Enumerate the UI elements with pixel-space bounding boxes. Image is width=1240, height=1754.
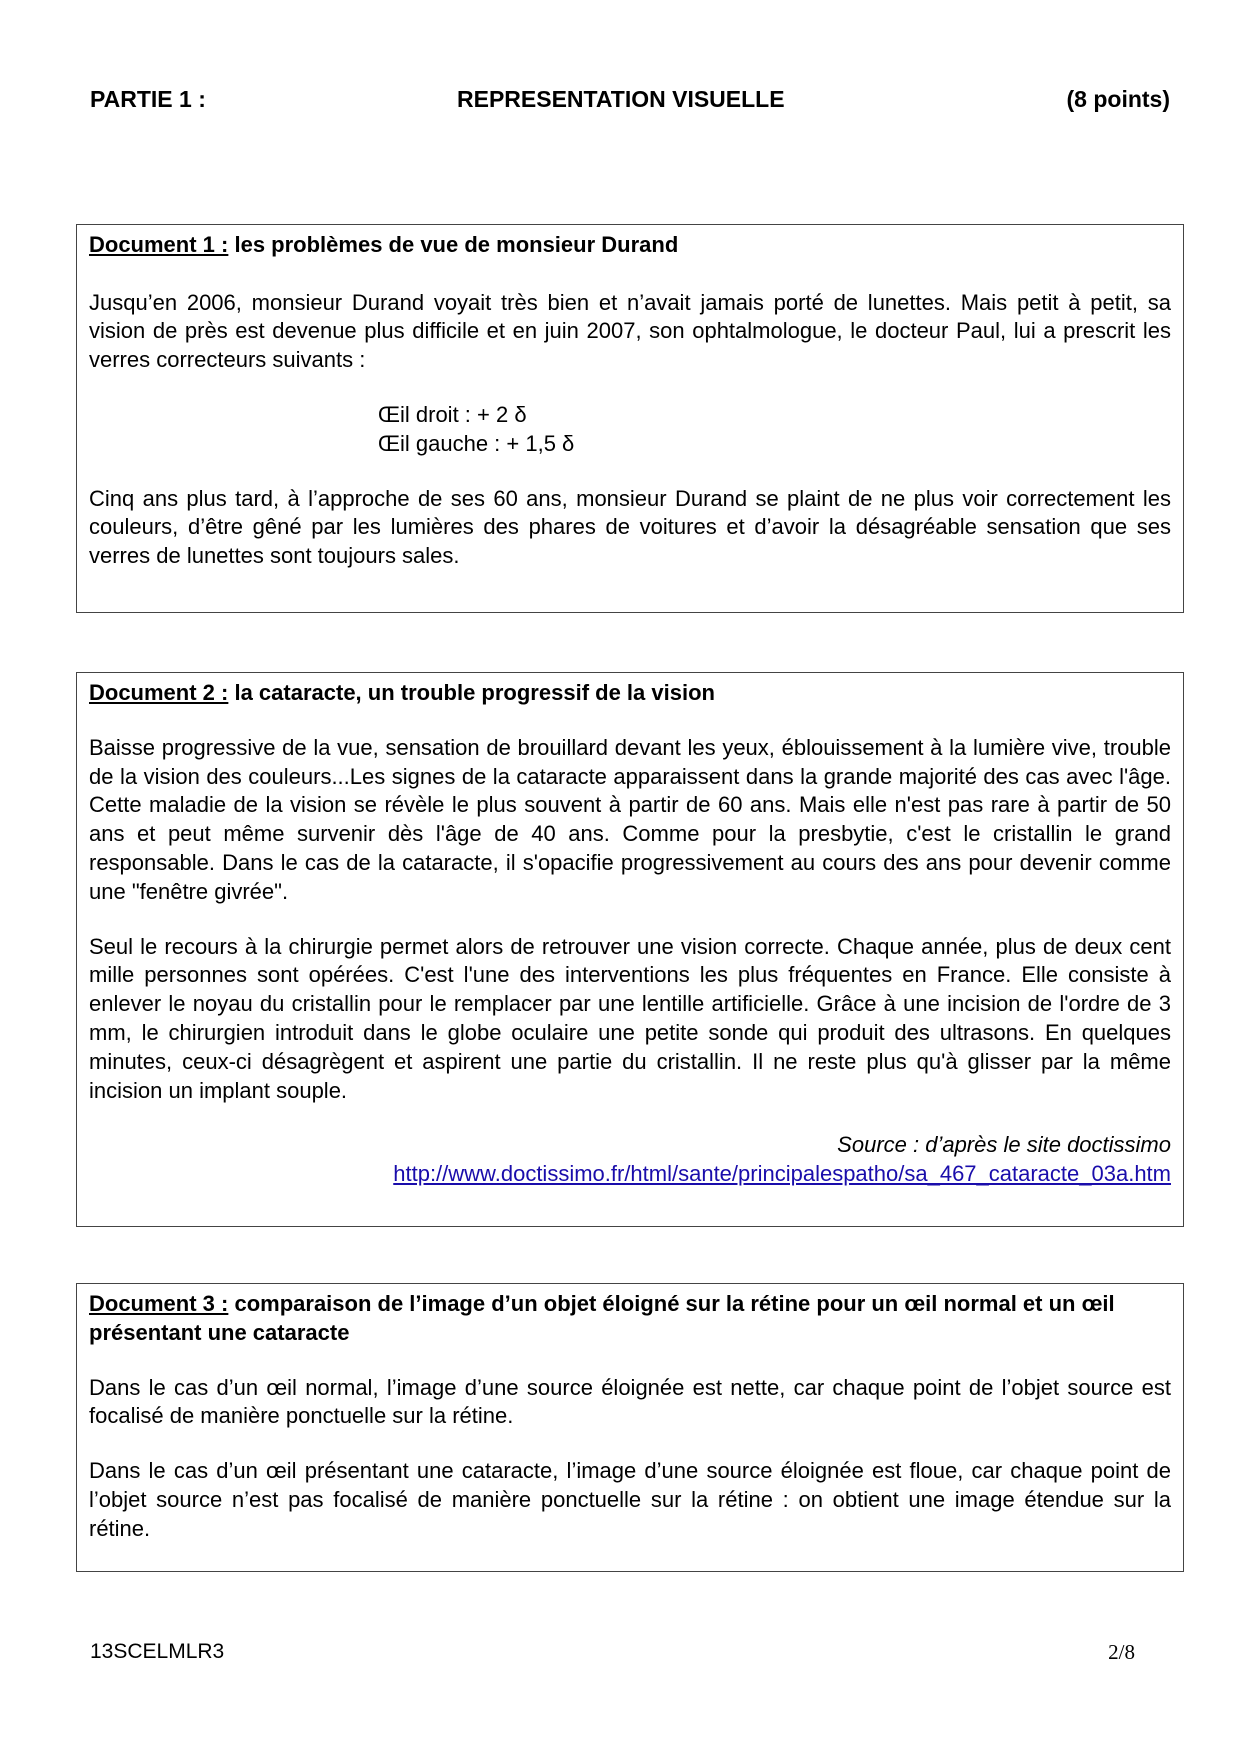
- document-2-box: [76, 672, 1184, 1227]
- part-points: (8 points): [1066, 86, 1170, 112]
- document-1-title: [89, 231, 1171, 260]
- source-link[interactable]: http://www.doctissimo.fr/html/sante/principalespatho/sa_467_cataracte_03a.htm: [393, 1161, 1171, 1187]
- page-header: [90, 86, 1170, 116]
- part-title: REPRESENTATION VISUELLE: [457, 86, 785, 112]
- document-1-heading: les problèmes de vue de monsieur Durand: [228, 232, 679, 257]
- document-2-label: Document 2 :: [89, 680, 229, 705]
- document-1-paragraph-2: Cinq ans plus tard, à l’approche de ses 60 ans, monsieur Durand se plaint de ne plus voir correctement les couleurs, d’être gêné par les lumières des phares de voitures et d’avoir la désagréable sensation que ses verres de lunettes sont toujours sales.: [89, 485, 1171, 569]
- document-3-paragraph-2: Dans le cas d’un œil présentant une cataracte, l’image d’une source éloignée est floue, car chaque point de l’objet source n’est pas focalisé de manière ponctuelle sur la rétine : on obtient une image étendue sur la rétine.: [89, 1458, 1171, 1541]
- page-number: 2/8: [1108, 1640, 1135, 1664]
- part-label: PARTIE 1 :: [90, 86, 206, 112]
- prescription-right-eye: Œil droit : + 2 δ: [378, 401, 527, 427]
- source-label: Source : d’après le site doctissimo: [837, 1132, 1171, 1158]
- document-1-label: Document 1 :: [89, 232, 229, 257]
- document-3-heading: comparaison de l’image d’un objet éloigné sur la rétine pour un œil normal et un œil présentant une cataracte: [89, 1291, 1115, 1345]
- document-3-box: [76, 1283, 1184, 1572]
- page-footer: [90, 1640, 1135, 1666]
- prescription-left-eye: Œil gauche : + 1,5 δ: [378, 430, 575, 456]
- document-1-paragraph-1: Jusqu’en 2006, monsieur Durand voyait très bien et n’avait jamais porté de lunettes. Mais petit à petit, sa vision de près est devenue plus difficile et en juin 2007, son ophtalmologue, le docteur Paul, lui a prescrit les verres correcteurs suivants :: [89, 289, 1171, 373]
- document-2-paragraph-1: Baisse progressive de la vue, sensation de brouillard devant les yeux, éblouissement à la lumière vive, trouble de la vision des couleurs...Les signes de la cataracte apparaissent dans la grande majorité des cas avec l'âge. Cette maladie de la vision se révèle le plus souvent à partir de 60 ans. Mais elle n'est pas rare à partir de 50 ans et peut même survenir dès l'âge de 40 ans. Comme pour la presbytie, c'est le cristallin le grand responsable. Dans le cas de la cataracte, il s'opacifie progressivement au cours des ans pour devenir comme une "fenêtre givrée".: [89, 734, 1171, 904]
- document-3-paragraph-1: Dans le cas d’un œil normal, l’image d’une source éloignée est nette, car chaque point de l’objet source est focalisé de manière ponctuelle sur la rétine.: [89, 1374, 1171, 1429]
- document-2-title: [89, 679, 1171, 708]
- document-code: 13SCELMLR3: [90, 1640, 225, 1663]
- prescription: [378, 401, 1171, 459]
- document-2-heading: la cataracte, un trouble progressif de la vision: [228, 680, 715, 705]
- document-2-source: [89, 1131, 1171, 1189]
- document-3-label: Document 3 :: [89, 1291, 229, 1316]
- document-3-title: [89, 1290, 1171, 1348]
- document-2-paragraph-2: Seul le recours à la chirurgie permet alors de retrouver une vision correcte. Chaque année, plus de deux cent mille personnes sont opérées. C'est l'une des interventions les plus fréquentes en France. Elle consiste à enlever le noyau du cristallin pour le remplacer par une lentille artificielle. Grâce à une incision de l'ordre de 3 mm, le chirurgien introduit dans le globe oculaire une petite sonde qui produit des ultrasons. En quelques minutes, ceux-ci désagrègent et aspirent une partie du cristallin. Il ne reste plus qu'à glisser par la même incision un implant souple.: [89, 933, 1171, 1103]
- document-1-box: [76, 224, 1184, 613]
